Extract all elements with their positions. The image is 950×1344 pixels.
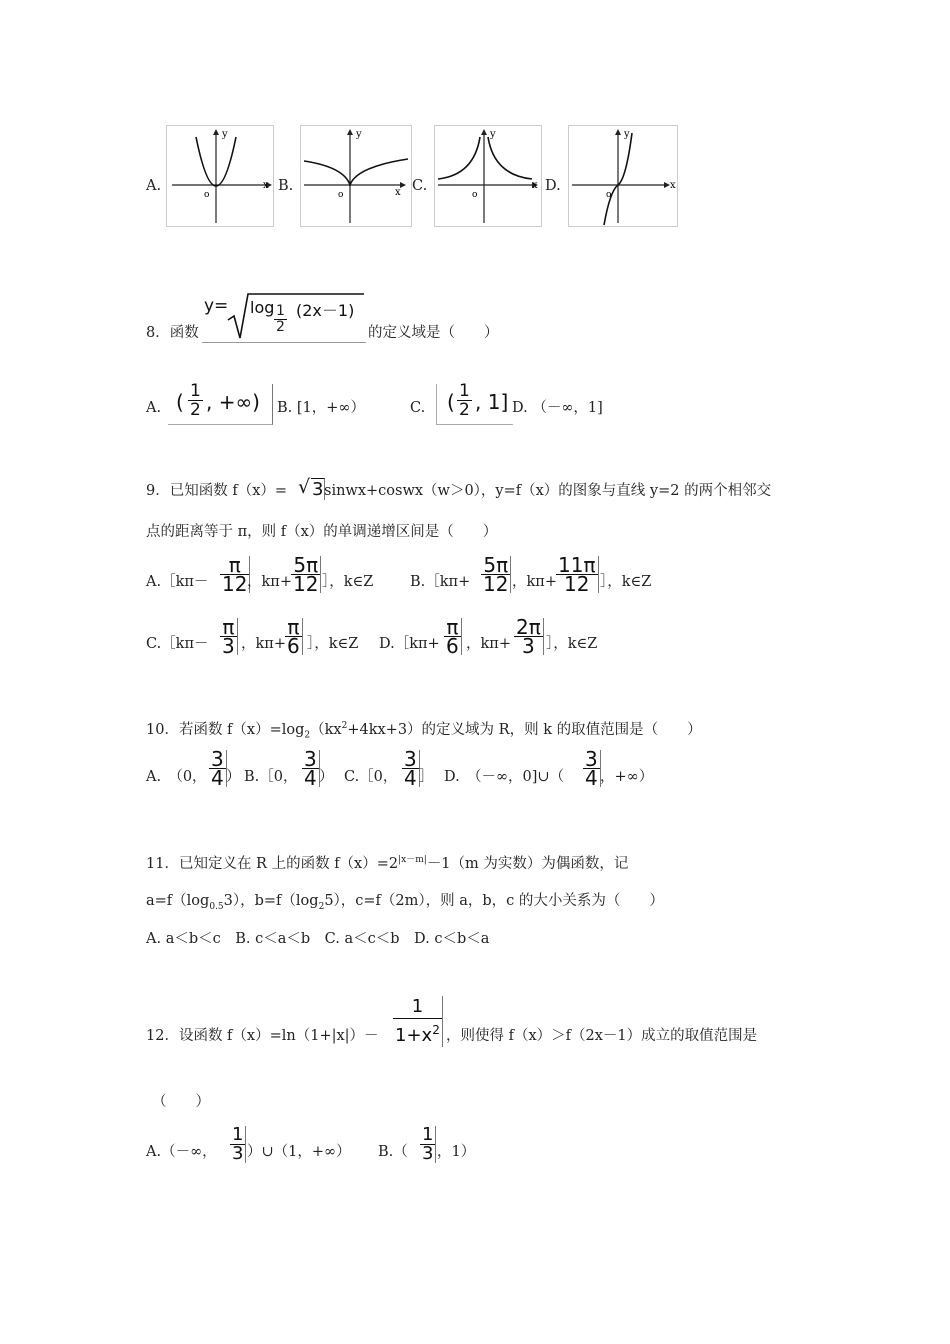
q8-log-base-den: 2: [276, 319, 285, 335]
q8-log-base-fraction: [274, 304, 287, 335]
q10-d-end: ，+∞）: [600, 769, 654, 785]
graph-b-label: B.: [278, 178, 294, 194]
q9-a-n1: π: [220, 556, 249, 575]
q10-c-num: 3: [404, 747, 417, 771]
q9-c-end: ］，k∈Z: [307, 636, 359, 652]
q9-d-end: ］，k∈Z: [546, 636, 598, 652]
q10-c-den: 4: [404, 766, 417, 790]
q10-stem: [146, 716, 702, 746]
q9-option-b-label: B.［kπ+: [410, 574, 471, 590]
q10-c-end: ］: [419, 769, 434, 785]
q9-a-d2: 12: [293, 572, 319, 596]
graph-a: [166, 125, 274, 227]
q9-option-a-label: A.［kπ－: [146, 574, 209, 590]
q12-frac-num: 1: [393, 996, 442, 1019]
q10-a-num: 3: [211, 747, 224, 771]
q9-a-frac1: [220, 553, 250, 596]
q10-stem-sub: 2: [304, 730, 311, 741]
q12-pre: 12．设函数 f（x）=ln（1+|x|）－: [146, 1028, 379, 1044]
graph-b-origin: o: [338, 190, 344, 200]
graph-b: [300, 125, 412, 227]
q12-frac: [393, 996, 443, 1047]
q8-formula-y: y=: [204, 296, 229, 316]
q10-stem-sup: 2: [341, 721, 348, 731]
graph-c-label: C.: [412, 178, 428, 194]
graph-d: [568, 125, 678, 227]
q9-b-n1: 5π: [481, 556, 510, 575]
q9-a-d1: 12: [222, 572, 248, 596]
q12-a-end: ）∪（1，+∞）: [247, 1144, 351, 1160]
q12-b-num: 1: [422, 1124, 434, 1145]
q8-a-num: 1: [190, 381, 201, 401]
graph-c-origin: o: [472, 190, 478, 200]
q9-d-n1: π: [444, 618, 461, 637]
q11-line2-c: 5），c=f（2m），则 a，b，c 的大小关系为（ ）: [324, 893, 664, 909]
q9-a-frac2: [291, 553, 321, 596]
q11-line1: [146, 850, 628, 874]
q9-line1-post: sinwx+coswx（w＞0），y=f（x）的图象与直线 y=2 的两个相邻交: [324, 483, 772, 499]
q9-b-frac1: [481, 553, 511, 596]
q11-line1-post: －1（m 为实数）为偶函数，记: [426, 855, 629, 872]
q8-a-den: 2: [190, 400, 201, 420]
q9-line1-pre: 9．已知函数 f（x）=: [146, 483, 288, 499]
q9-c-frac1: [220, 615, 238, 658]
q10-d-num: 3: [585, 747, 598, 771]
q9-c-mid: ，kπ+: [241, 636, 286, 652]
q8-option-a-image: [168, 381, 273, 425]
q9-c-n1: π: [220, 618, 237, 637]
q8-stem-tail: 的定义域是（ ）: [368, 325, 499, 341]
q12-frac-den: [393, 1019, 442, 1047]
q9-line2: 点的距离等于 π，则 f（x）的单调递增区间是（ ）: [146, 524, 498, 540]
q8-option-c-image: [436, 381, 513, 425]
q9-c-d2: 6: [287, 634, 300, 658]
q8-a-rest: , +∞): [206, 390, 260, 414]
q12-option-a-label: A.（－∞，: [146, 1144, 217, 1160]
q9-d-d1: 6: [446, 634, 459, 658]
q9-d-mid: ，kπ+: [466, 636, 511, 652]
q9-option-c-label: C.［kπ－: [146, 636, 209, 652]
q11-line2-b-sub: 2: [318, 901, 325, 912]
graph-c: [434, 125, 542, 227]
q10-option-b-label: B.［0，: [244, 769, 298, 785]
q9-d-frac1: [444, 615, 462, 658]
q10-option-d-label: D. （－∞，0]∪（: [444, 769, 565, 785]
q8-option-d: D. （－∞，1]: [512, 400, 603, 416]
q12-paren: （ ）: [152, 1094, 210, 1110]
q8-option-c-label: C.: [410, 400, 426, 416]
q11-line2-a: a=f（log: [146, 893, 210, 909]
q11-line2: [146, 891, 664, 917]
q8-c-num: 1: [459, 381, 470, 401]
q10-b-frac: [302, 747, 320, 790]
q10-d-den: 4: [585, 766, 598, 790]
q12-b-frac: [420, 1126, 436, 1163]
q10-a-frac: [209, 747, 227, 790]
q8-c-rest: , 1]: [475, 390, 509, 414]
q8-formula-image: [202, 290, 366, 343]
q9-d-d2: 3: [522, 634, 535, 658]
q8-formula-log: log: [250, 298, 275, 317]
q8-a-fraction: [188, 382, 203, 419]
q10-d-frac: [583, 747, 601, 790]
graph-d-label: D.: [545, 178, 561, 194]
q12-a-num: 1: [232, 1124, 244, 1145]
q9-option-d-label: D.［kπ+: [379, 636, 440, 652]
q11-line1-pre: 11．已知定义在 R 上的函数 f（x）=2: [146, 855, 399, 872]
q9-b-frac2: [556, 553, 599, 596]
q9-b-n2: 11π: [558, 553, 596, 577]
graph-a-y-axis-label: y: [222, 129, 228, 140]
q10-b-end: ）: [319, 769, 334, 785]
q8-log-base-num: 1: [276, 303, 285, 319]
q8-c-den: 2: [459, 400, 470, 420]
graph-d-x-axis-label: x: [670, 180, 676, 191]
q9-b-d1: 12: [483, 572, 509, 596]
q12-post: ，则使得 f（x）＞f（2x－1）成立的取值范围是: [446, 1028, 758, 1044]
q12-option-b-label: B.（: [378, 1144, 408, 1160]
q11-line2-a-sub: 0.5: [209, 901, 224, 912]
q10-option-c-label: C.［0，: [344, 769, 398, 785]
q10-a-end: ）: [226, 769, 241, 785]
q9-c-d1: 3: [222, 634, 235, 658]
q10-a-den: 4: [211, 766, 224, 790]
graph-a-label: A.: [146, 178, 162, 194]
q9-a-end: ］，k∈Z: [322, 574, 374, 590]
q11-line2-b: 3），b=f（log: [223, 893, 319, 909]
q10-stem-mid: （kx: [310, 721, 342, 738]
graph-c-x-axis-label: x: [532, 180, 538, 191]
q8-c-open: (: [447, 390, 455, 414]
q10-b-num: 3: [304, 747, 317, 771]
q12-b-den: 3: [422, 1143, 434, 1164]
q9-c-n2: π: [285, 618, 302, 637]
q10-option-a-label: A. （0，: [146, 769, 207, 785]
q9-sqrt-icon: √: [298, 476, 311, 498]
graph-b-x-axis-label: x: [395, 187, 401, 198]
q9-a-n2: 5π: [291, 556, 320, 575]
graph-c-y-axis-label: y: [490, 129, 496, 140]
q10-c-frac: [402, 747, 420, 790]
q8-number: 8．函数: [146, 325, 199, 341]
q8-option-a-label: A.: [146, 400, 162, 416]
q9-a-mid: ，kπ+: [247, 574, 292, 590]
graph-d-origin: o: [606, 190, 612, 200]
q9-sqrt-arg: 3: [312, 479, 324, 500]
graph-a-x-axis-label: x: [263, 180, 269, 191]
q9-c-frac2: [285, 615, 303, 658]
q8-c-fraction: [457, 382, 472, 419]
q9-d-n2: 2π: [516, 615, 541, 639]
q10-stem-post: +4kx+3）的定义域为 R，则 k 的取值范围是（ ）: [347, 721, 702, 738]
q12-frac-den-sup: 2: [432, 1023, 440, 1037]
q10-stem-pre: 10．若函数 f（x）=log: [146, 721, 305, 738]
graph-d-y-axis-label: y: [624, 129, 630, 140]
q8-option-b: B. [1，+∞）: [277, 400, 365, 416]
q9-b-mid: ，kπ+: [512, 574, 557, 590]
q8-formula-arg: (2x－1): [296, 301, 355, 320]
q12-frac-den-base: 1+x: [395, 1025, 433, 1046]
q12-a-den: 3: [232, 1143, 244, 1164]
q9-b-d2: 12: [564, 572, 590, 596]
q8-a-open: (: [176, 390, 184, 414]
q9-d-frac2: [514, 615, 544, 658]
q10-b-den: 4: [304, 766, 317, 790]
q9-b-end: ］，k∈Z: [600, 574, 652, 590]
q12-a-frac: [230, 1126, 246, 1163]
q11-options: A. a＜b＜c B. c＜a＜b C. a＜c＜b D. c＜b＜a: [146, 931, 490, 947]
q11-line1-sup: |x－m|: [398, 855, 427, 865]
graph-b-y-axis-label: y: [356, 129, 362, 140]
q12-b-end: ，1）: [437, 1144, 476, 1160]
graph-a-origin: o: [204, 190, 210, 200]
